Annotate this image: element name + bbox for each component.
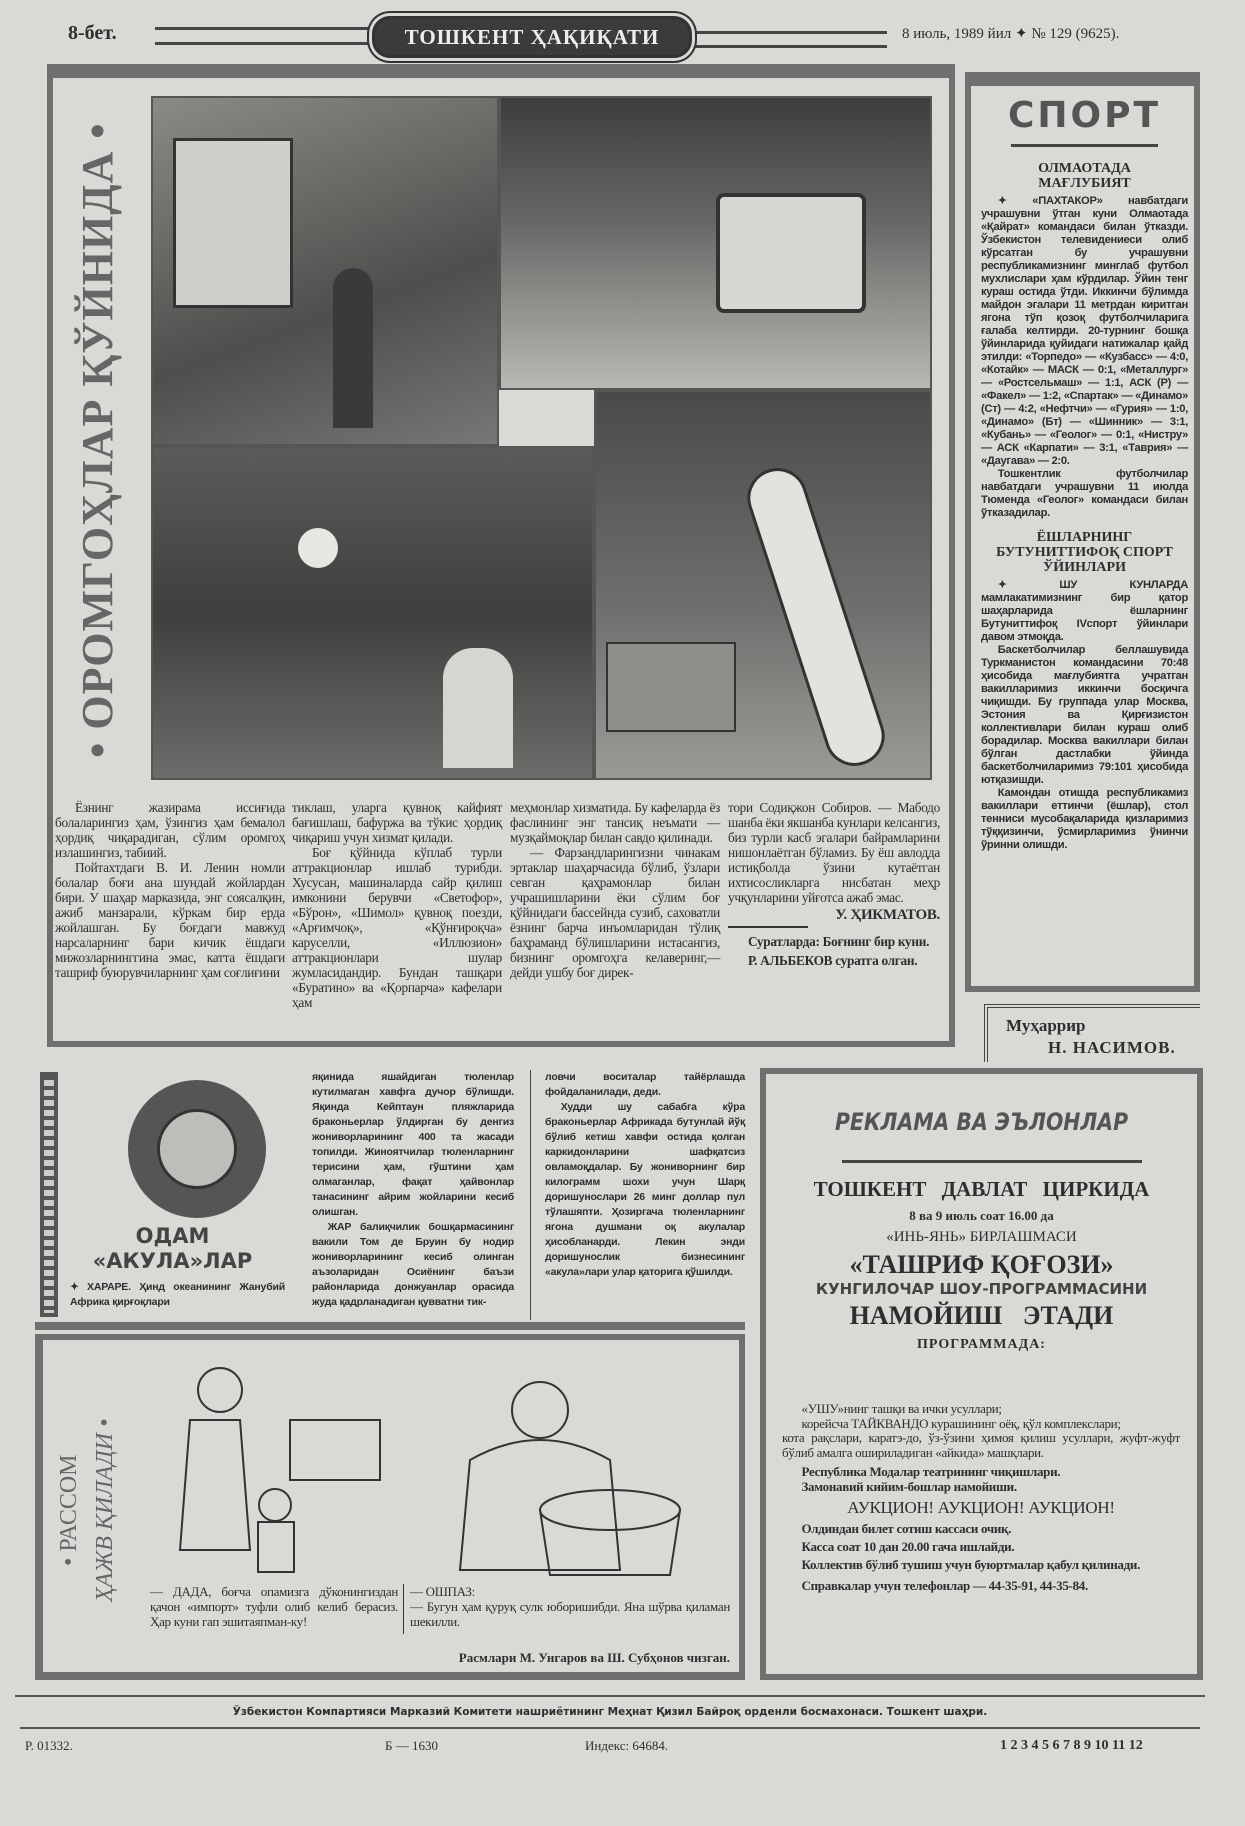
ad-info-line: Касса соат 10 дан 20.00 гача ишлайди. [801, 1539, 1015, 1554]
article-column-4 [728, 800, 940, 968]
ad-fashion-line: Республика Модалар театрининг чиқишлари. [801, 1464, 1061, 1479]
caption-text: — Бугун ҳам қуруқ сулк юборишибди. Яна шўрва қиламан шекилли. [410, 1599, 730, 1629]
ad-program-list [782, 1402, 1180, 1595]
log-hut [606, 642, 736, 732]
globe-icon [157, 1109, 237, 1189]
film-strip-decoration [40, 1072, 58, 1317]
ad-show-subtitle: КУНГИЛОЧАР ШОУ-ПРОГРАММАСИНИ [815, 1280, 1148, 1298]
circus-ad [770, 1176, 1193, 1353]
editor-role: Муҳаррир [1006, 1016, 1086, 1035]
divider [728, 926, 808, 928]
paragraph: Баскетболчилар беллашувида Туркманистон командасини 70:48 ҳисобида мағлубиятга учратган вакилларимиз иккинчи босқичга чиқишди. Бу группада улар Москва, Эстония ва Қирғизистон коллективлари билан кураш олиб борадилар. Москва вакиллари билан бўлган дастлабки ўйинда баскетболчиларимиз 79:101 ҳисобида ютқазишди. [981, 644, 1188, 786]
tv-icon [290, 1420, 380, 1480]
article-column-3 [510, 800, 720, 980]
cartoon-drawings [140, 1350, 730, 1580]
divider [20, 1727, 1200, 1729]
program-item: «УШУ»нинг ташқи ва ички усуллари; [801, 1401, 1002, 1416]
imprint: Ўзбекистон Компартияси Марказий Комитети нашриётининг Меҳнат Қизил Байроқ орденли босмахонаси. Тошкент шаҳри. [232, 1706, 988, 1718]
cartoon-side-title-1: • РАССОМ [56, 1454, 82, 1566]
sport-article-1 [981, 161, 1188, 520]
right-column [965, 72, 1200, 1062]
ad-venue: ТОШКЕНТ ДАВЛАТ ЦИРКИДА [813, 1177, 1150, 1201]
ad-organizer: «ИНЬ-ЯНЬ» БИРЛАШМАСИ [886, 1229, 1077, 1245]
divider [692, 45, 887, 48]
world-article-title [70, 1224, 275, 1274]
paragraph: тиклаш, уларга қувноқ кайфият бағишлаш, бафуржа ва тўкис ҳордиқ чиқариш учун хизмат қилади. [292, 800, 502, 845]
paragraph: Худди шу сабабга кўра браконьерлар Африкада бутунлай йўқ бўлиб кетиш хавфи остида қолган каркидонларини шафқатсиз овламоқдалар. Бу жониворнинг бир килограмм шохи учун Шарқ доришунослари 26 минг доллар пул тўлашяпти. Ҳозиргача тюленларнинг ягона душмани оқ акулалар ҳисобланарди. Лекин энди доришунослик бизнесининг «акула»лари улар қаторига қўшилди. [545, 1101, 745, 1278]
photo-caption: Суратларда: Боғнинг бир куни. [747, 934, 930, 949]
editor-name: Н. НАСИМОВ. [1048, 1038, 1176, 1057]
train-car [716, 193, 866, 313]
photo-park-sign [151, 96, 499, 446]
title-text: РАССОМ [56, 1454, 82, 1552]
issue-number: № 129 (9625). [1031, 26, 1120, 42]
ad-program-label: ПРОГРАММАДА: [917, 1337, 1046, 1352]
child-body [258, 1522, 294, 1572]
title-line: ОДАМ [135, 1224, 210, 1248]
world-logo [128, 1080, 266, 1218]
paragraph: Ёзнинг жазирама иссиғида болаларингиз ҳам, ўзингиз ҳам бемалол ҳордиқ чиқарадиган, сўлим оромгоҳ излашингиз, табиий. [55, 800, 285, 860]
sculpture [740, 460, 893, 773]
ad-auction: АУКЦИОН! АУКЦИОН! АУКЦИОН! [847, 1498, 1115, 1517]
world-column-2 [312, 1070, 514, 1310]
newspaper-title: ТОШКЕНТ ҲАҚИҚАТИ [372, 16, 692, 58]
ad-phone-line: Справкалар учун телефонлар — 44-35-91, 44-35-84. [801, 1578, 1088, 1593]
pot-icon [540, 1490, 680, 1530]
feature-vertical-title: • ОРОМГОҲЛАР ҚЎЙНИДА • [73, 122, 122, 758]
paragraph: Пойтахтдаги В. И. Ленин номли болалар боғи ана шундай жойлардан бири. У шаҳар марказида, энг соясалқин, ажиб манзарали, кўркам бир ерда жойлашган. Бу боғдаги мавжуд нарсаларнинг бари кичик ёшдаги мижозларнинггина эмас, катта ёшдаги ташриф буюрувчиларнинг ҳам соғлиғини [55, 860, 285, 980]
divider [155, 27, 373, 30]
title-text: ҲАЖВ ҚИЛАДИ [92, 1432, 118, 1602]
title-line: «АКУЛА»ЛАР [92, 1249, 253, 1273]
photo-park-train [499, 96, 932, 390]
paragraph: ✦ «ПАХТАКОР» навбатдаги учрашувни ўтган куни Олмаотада «Қайрат» командаси билан ўтказди. Ўзбекистон телевидениеси олиб кўрсатган бу учрашувни республикамизнинг минглаб футбол мухлислари ҳам кўрдилар. Ўйин тенг кураш остида ўтди. Иккинчи бўлимда майдон эгалари 11 метрдан киритган ягона тўп қозоқ футболчиларига ғалаба келтирди. 20-турнинг бошқа ўйинларида қуйидаги натижалар қайд этилди: «Торпедо» — «Кузбасс» — 4:0, «Котайк» — МАСК — 0:1, «Металлург» — «Ростсельмаш» — 1:1, АСК (Р) — «Факел» — 1:2, «Спартак» — «Динамо» (Ст) — 4:2, «Нефтчи» — «Гурия» — 1:0, «Динамо» (Бт) — «Шинник» — 3:1, «Кубань» — «Геолог» — 0:1, «Нистру» — АСК «Карпати» — 3:1, «Таврия» — «Даугава» — 2:0. [981, 195, 1188, 467]
paragraph: Камондан отишда республикамиз вакиллари еттинчи (ёшлар), стол тенниси мусобақаларида қизларимиз тўққизинчи, ўсмирларимиз ўнинчи ўринни олишди. [981, 787, 1188, 851]
child-head [259, 1489, 291, 1521]
divider [155, 42, 373, 45]
sport-heading: СПОРТ [1007, 95, 1162, 136]
feature-title-text: ОРОМГОҲЛАР ҚЎЙНИДА [73, 150, 122, 730]
ad-info-line: Коллектив бўлиб тушиш учун буюртмалар қабул қилинади. [801, 1557, 1141, 1572]
world-lead: ✦ ХАРАРЕ. Ҳинд океанининг Жанубий Африка қирғоқлари [70, 1281, 285, 1308]
paragraph: меҳмонлар хизматида. Бу кафеларда ёз фаслининг энг тансиқ неъмати — музқаймоқлар билан савдо қилинади. [510, 800, 720, 845]
program-item: корейсча ТАЙКВАНДО курашининг оёқ, қўл комплекслари; [801, 1415, 1121, 1431]
photo-playground [594, 390, 932, 780]
person-figure [333, 268, 373, 428]
article-column-1 [55, 800, 285, 980]
divider [15, 1695, 1205, 1697]
sport-article-title: ЁШЛАРНИНГ БУТУНИТТИФОҚ СПОРТ ЎЙИНЛАРИ [996, 530, 1173, 575]
program-item: кота рақслари, каратэ-до, ўз-ўзини ҳимоя қилиш усуллари, жуфт-жуфт бўлиб амалга ошириладиган «айкида» машқлари. [782, 1430, 1180, 1460]
sport-article-2 [981, 530, 1188, 852]
ad-show-title: «ТАШРИФ ҚОҒОЗИ» [849, 1250, 1114, 1279]
issue-info: 8 июль, 1989 йил ✦ № 129 (9625). [902, 26, 1120, 42]
issue-date: 8 июль, 1989 йил [902, 26, 1012, 42]
cartoon-caption-2 [410, 1584, 730, 1629]
ads-heading: РЕКЛАМА ВА ЭЪЛОНЛАР [834, 1108, 1129, 1136]
chef-body [460, 1440, 620, 1570]
ad-dates: 8 ва 9 июль соат 16.00 да [909, 1208, 1054, 1223]
swimmer [443, 648, 513, 768]
divider [1011, 144, 1158, 147]
page-numbers: 1 2 3 4 5 6 7 8 9 10 11 12 [1000, 1738, 1143, 1753]
editor-box [984, 1004, 1200, 1062]
ad-fashion-line: Замонавий кийим-бошлар намойиши. [801, 1478, 1017, 1494]
subscription-index: Индекс: 64684. [585, 1738, 669, 1753]
paragraph: ЖАР балиқчилик бошқармасининг вакили Том де Бруин бу нодир жониворларининг кесиб олинган аъзоларидан Осиёнинг баъзи районларида донжуанлар орасида жуда қадрланадиган қувватни тик- [312, 1221, 514, 1308]
world-column-3 [545, 1070, 745, 1280]
paragraph: яқинида яшайдиган тюленлар кутилмаган хавфга дучор бўлишди. Яқинда Кейптаун пляжларида браконьерлар ўлдирган бу денгиз жониворларининг 400 та жасади топилди. Жиноятчилар тюленларнинг терисини ҳам, гўштини ҳам олмаганлар, фақат ҳайвонлар танасининг айрим жойларини кесиб олишган. [312, 1071, 514, 1218]
chef-head [512, 1382, 568, 1438]
article-author: У. ҲИКМАТОВ. [835, 907, 940, 923]
father-body [180, 1420, 250, 1550]
caption-title: — ОШПАЗ: [410, 1584, 475, 1599]
paragraph: ловчи воситалар тайёрлашда фойдаланилади, деди. [545, 1071, 745, 1098]
page-number: 8-бет. [68, 22, 117, 44]
print-code: Р. 01332. [25, 1738, 73, 1753]
sign-board [173, 138, 293, 308]
photo-pool [151, 446, 594, 780]
paragraph: Тошкентлик футболчилар навбатдаги учрашувни 11 июлда Тюменда «Геолог» командаси билан ўтказадилар. [981, 468, 1188, 519]
cartoon-side-title-2: ҲАЖВ ҚИЛАДИ • [92, 1418, 118, 1602]
photo-credit: Р. АЛЬБЕКОВ суратга олган. [747, 953, 918, 968]
paragraph: Боғ қўйнида кўплаб турли аттракционлар ишлаб турибди. Хусусан, машиналарда сайр қилиш имконини берувчи «Светофор», «Бўрон», «Шимол» қувноқ поезди, «Арғимчоқ», «Қўнғироқча» каруселли, «Иллюзион» аттракционлари шулар жумласидандир. Бундан ташқари «Буратино» ва «Қорпарча» кафелари ҳам [292, 845, 502, 1010]
divider [692, 31, 887, 34]
sport-article-title: ОЛМАОТАДА МАҒЛУБИЯТ [1038, 161, 1131, 191]
ad-info-line: Олдиндан билет сотиш кассаси очиқ. [801, 1521, 1012, 1536]
article-column-2 [292, 800, 502, 1010]
paragraph: тори Содиқжон Собиров. — Мабодо шанба ёки якшанба кунлари келсангиз, биз турли касб эгалари байрамларини нишонлаётган бўламиз. Бу ёш авлодда истиқболда ўзини кутаётган ихтисосликларга нисбатан меҳр учқунларини уйғотса ажаб эмас. [728, 800, 940, 905]
paragraph: — Фарзандларингизни чинакам эртаклар шаҳарчасида бўлиб, ўзлари севган қаҳрамонлар билан учрашишларини ёки сўлим боғ қўйнидаги бассейнда сузиб, саховатли ёзнинг барча инъомларидан тўлиқ баҳраманд бўлишларини истасангиз, бизнинг оромгоҳга келаверинг,—дейди ушбу боғ дирек- [510, 845, 720, 980]
cartoon-caption-1: — ДАДА, боғча опамизга дўконингиздан қачон «импорт» туфли олиб келиб берасиз. Ҳар куни гап эшитаяпман-ку! [150, 1584, 398, 1629]
batch-code: Б — 1630 [385, 1738, 438, 1753]
divider [842, 1160, 1142, 1163]
father-head [198, 1368, 242, 1412]
column-divider [530, 1070, 531, 1320]
ball [298, 528, 338, 568]
caption-divider [403, 1584, 404, 1634]
sport-box [965, 72, 1200, 992]
cartoon-credit: Расмлари М. Унгаров ва Ш. Субҳонов чизган. [458, 1650, 730, 1665]
paragraph: ✦ ШУ КУНЛАРДА мамлакатимизнинг бир қатор шаҳарларида ёшларнинг Бутуниттифоқ IVспорт ўйинлари давом этмоқда. [981, 579, 1188, 643]
ad-show-verb: НАМОЙИШ ЭТАДИ [849, 1301, 1114, 1330]
